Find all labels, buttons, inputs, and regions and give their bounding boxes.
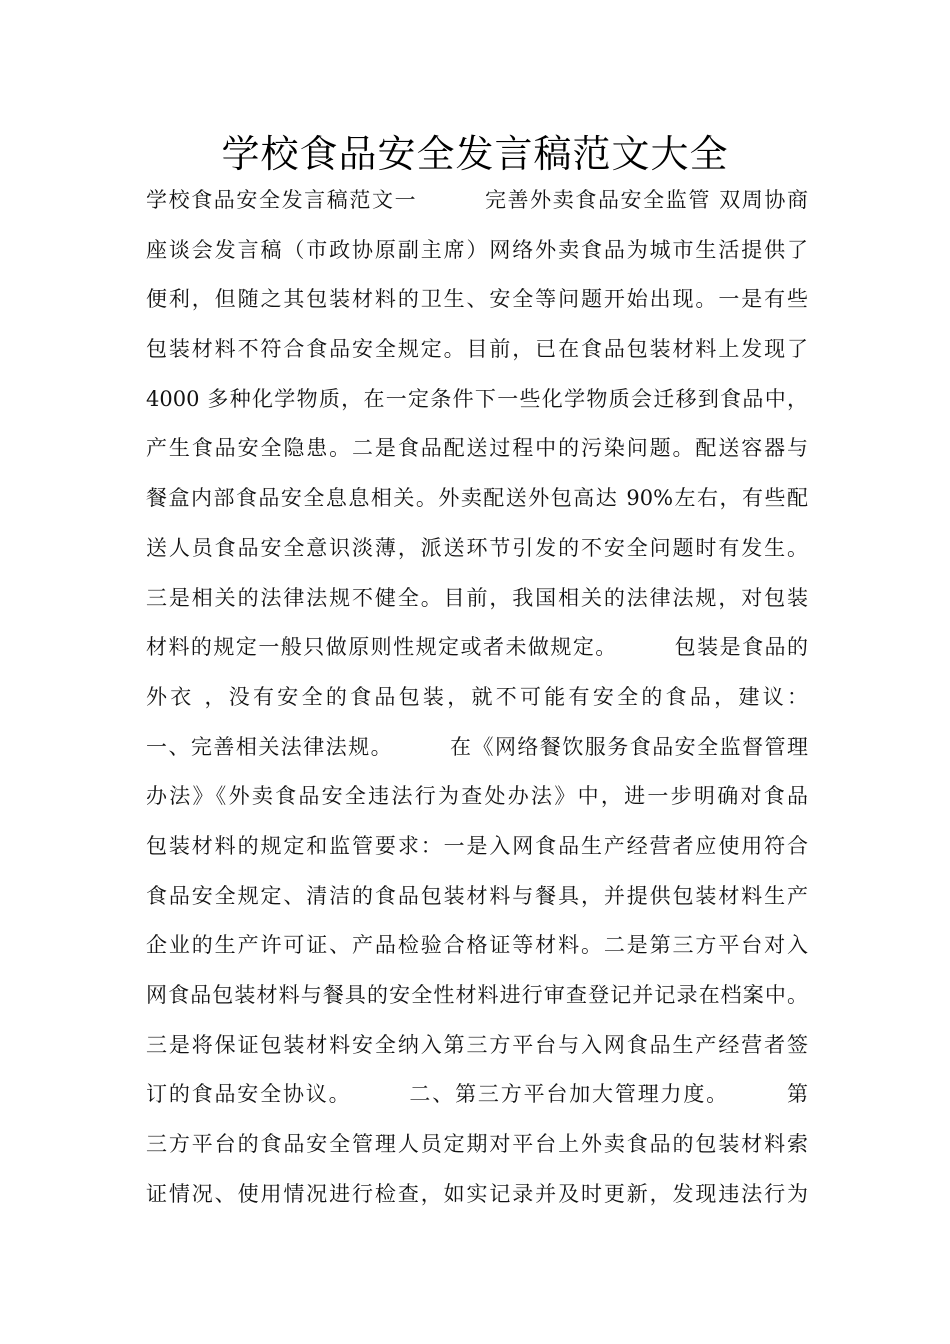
body-line: 餐盒内部食品安全息息相关。外卖配送外包高达 90%左右，有些配 — [146, 486, 808, 511]
body-line: 包装材料不符合食品安全规定。目前，已在食品包装材料上发现了 — [146, 337, 808, 362]
body-line: 外衣 ，没有安全的食品包装，就不可能有安全的食品，建议： — [146, 684, 808, 709]
body-line: 座谈会发言稿（市政协原副主席）网络外卖食品为城市生活提供了 — [146, 237, 808, 262]
body-line: 送人员食品安全意识淡薄，派送环节引发的不安全问题时有发生。 — [146, 535, 808, 560]
body-line: 订的食品安全协议。 二、第三方平台加大管理力度。 第 — [146, 1082, 808, 1107]
document-body — [146, 180, 808, 1223]
body-line: 4000 多种化学物质，在一定条件下一些化学物质会迁移到食品中， — [146, 386, 808, 411]
body-line: 一、完善相关法律法规。 在《网络餐饮服务食品安全监督管理 — [146, 734, 808, 759]
body-line: 学校食品安全发言稿范文一 完善外卖食品安全监管 双周协商 — [146, 188, 808, 212]
body-line: 产生食品安全隐患。二是食品配送过程中的污染问题。配送容器与 — [146, 436, 808, 461]
body-line: 包装材料的规定和监管要求：一是入网食品生产经营者应使用符合 — [146, 833, 808, 858]
body-line: 材料的规定一般只做原则性规定或者未做规定。 包装是食品的 — [146, 635, 808, 660]
body-line: 网食品包装材料与餐具的安全性材料进行审查登记并记录在档案中。 — [146, 983, 808, 1007]
body-line: 企业的生产许可证、产品检验合格证等材料。二是第三方平台对入 — [146, 933, 808, 958]
body-line: 办法》《外卖食品安全违法行为查处办法》中，进一步明确对食品 — [146, 784, 808, 809]
document-title: 学校食品安全发言稿范文大全 — [221, 132, 729, 176]
body-line: 食品安全规定、清洁的食品包装材料与餐具，并提供包装材料生产 — [146, 883, 808, 908]
body-line: 证情况、使用情况进行检查，如实记录并及时更新，发现违法行为 — [146, 1181, 808, 1206]
body-line: 三是相关的法律法规不健全。目前，我国相关的法律法规，对包装 — [146, 585, 808, 610]
body-line: 三方平台的食品安全管理人员定期对平台上外卖食品的包装材料索 — [146, 1132, 808, 1157]
body-line: 三是将保证包装材料安全纳入第三方平台与入网食品生产经营者签 — [146, 1032, 808, 1057]
body-line: 便利，但随之其包装材料的卫生、安全等问题开始出现。一是有些 — [146, 287, 808, 312]
